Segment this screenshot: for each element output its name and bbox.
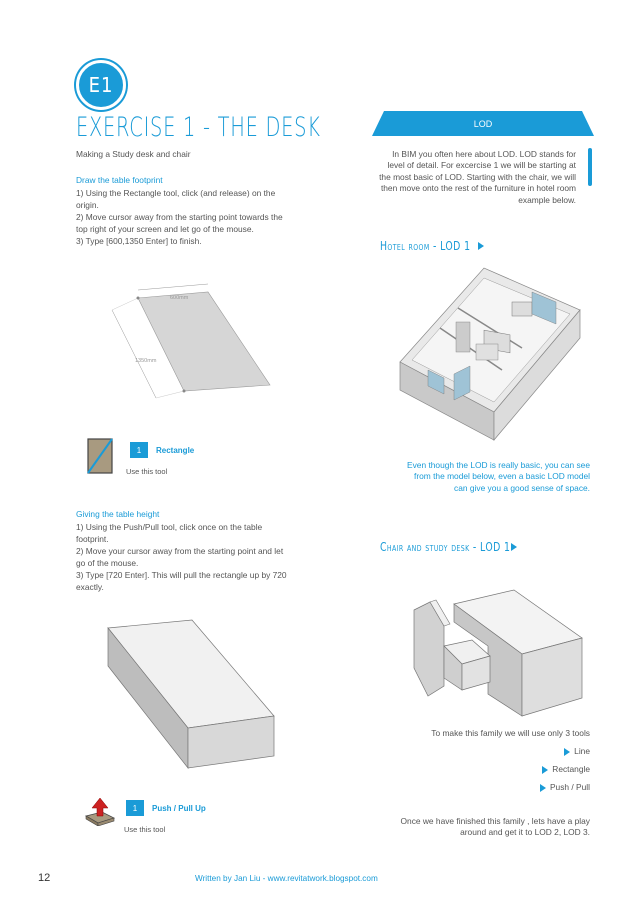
dim-width-label: 600mm: [170, 295, 189, 301]
tool-item-rectangle: [542, 764, 590, 774]
tool-item-rectangle-label: Rectangle: [552, 764, 590, 774]
tools-intro: To make this family we will use only 3 tools: [431, 728, 590, 738]
tool1-pill: [130, 442, 194, 458]
lod-accent-bar: [588, 148, 592, 186]
tool-item-pushpull-label: Push / Pull: [549, 782, 590, 792]
hotel-caption: Even though the LOD is really basic, you can see from the model below, even a basic LOD model can give you a good sense of space.: [407, 460, 590, 493]
section1-step1: 1) Using the Rectangle tool, click (and release) on the origin.: [76, 188, 276, 210]
tool1-hint: Use this tool: [126, 467, 168, 476]
section2-step2: 2) Move your cursor away from the starting point and let go of the mouse.: [76, 546, 284, 568]
section1-heading: Draw the table footprint: [76, 175, 163, 185]
tool1-name: Rectangle: [156, 445, 195, 455]
section1-step3: 3) Type [600,1350 Enter] to finish.: [76, 236, 202, 246]
lod-tab-label: LOD: [473, 118, 493, 129]
section1-step2: 2) Move cursor away from the starting point towards the top right of your screen and let go of the mouse.: [76, 212, 283, 234]
tool-item-pushpull: [540, 782, 590, 792]
page-title: EXERCISE 1 - THE DESK: [76, 112, 321, 143]
bullet-arrow-icon: [542, 766, 548, 774]
dim-length-label: 1350mm: [135, 358, 157, 364]
closing-text: Once we have finished this family , lets have a play around and get it to LOD 2, LOD 3.: [400, 816, 590, 838]
bullet-arrow-icon: [564, 748, 570, 756]
tool2-hint: Use this tool: [124, 825, 166, 834]
exercise-badge: E1: [76, 60, 126, 110]
lod-description: In BIM you often here about LOD. LOD stands for level of detail. For excercise 1 we will be starting at the most basic of LOD. Starting with the chair, we will then move onto the rest of the furniture in hotel room example below.: [379, 149, 576, 205]
chair-heading-row: [380, 540, 521, 554]
chair-desk-model: [410, 586, 588, 721]
table-box-diagram: [96, 612, 286, 772]
play-arrow-icon: [511, 543, 517, 551]
play-arrow-icon: [478, 242, 484, 250]
intro-text: Making a Study desk and chair: [76, 149, 191, 159]
push-pull-tool-icon: [84, 796, 116, 826]
footer-credit: Written by Jan Liu - www.revitatwork.blogspot.com: [195, 874, 378, 883]
section2-step1: 1) Using the Push/Pull tool, click once on the table footprint.: [76, 522, 263, 544]
hotel-heading-row: [380, 239, 488, 253]
tool2-number: 1: [126, 800, 144, 816]
rectangle-tool-icon: [86, 437, 116, 475]
hotel-room-model: [392, 262, 588, 442]
hotel-heading: Hotel room - LOD 1: [380, 239, 471, 253]
tool2-name: Push / Pull Up: [152, 803, 206, 813]
tool-item-line-label: Line: [574, 746, 590, 756]
bullet-arrow-icon: [540, 784, 546, 792]
lod-tab: [372, 111, 594, 136]
tool-item-line: [564, 746, 590, 756]
page-number: 12: [38, 872, 51, 884]
tool1-number: 1: [130, 442, 148, 458]
tool2-pill: [126, 800, 206, 816]
section2-heading: Giving the table height: [76, 509, 160, 519]
section2-step3: 3) Type [720 Enter]. This will pull the rectangle up by 720 exactly.: [76, 570, 287, 592]
chair-heading: Chair and study desk - LOD 1: [380, 540, 511, 554]
footprint-diagram: [100, 280, 280, 410]
